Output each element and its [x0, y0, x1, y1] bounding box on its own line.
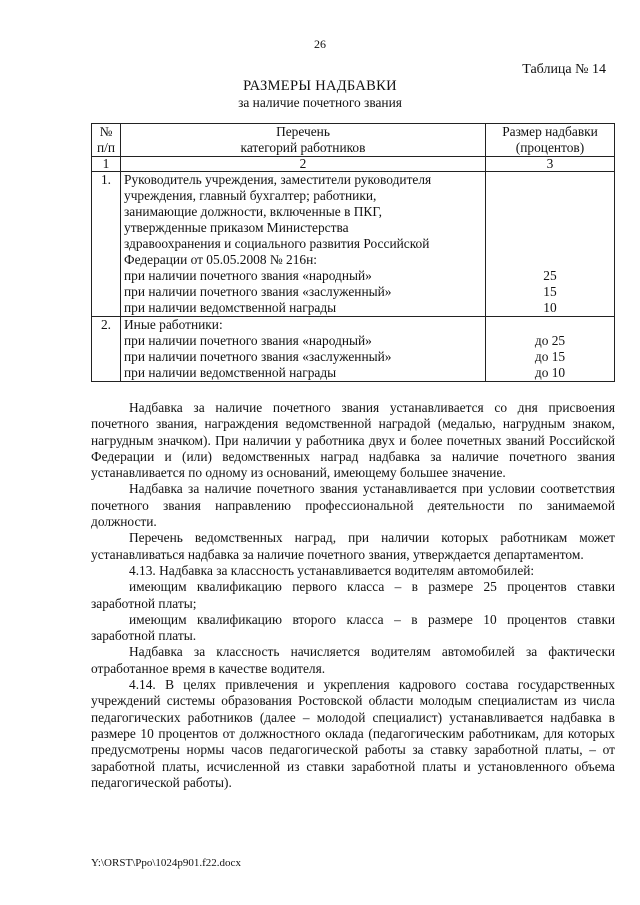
category-line: Иные работники: — [124, 317, 223, 332]
value-cell: до 10 — [534, 365, 566, 380]
header-size-cell — [486, 124, 615, 157]
row-categories — [121, 172, 486, 317]
allowance-table — [91, 123, 615, 382]
column-number: 2 — [121, 157, 486, 172]
paragraph: Надбавка за наличие почетного звания устанавливается при условии соответствия почетного звания направлению профессиональной деятельности по занимаемой должности. — [91, 481, 615, 530]
row-values — [486, 317, 615, 382]
category-line: Федерации от 05.05.2008 № 216н: — [124, 252, 318, 267]
document-title: РАЗМЕРЫ НАДБАВКИ — [243, 78, 397, 94]
category-line: занимающие должности, включенные в ПКГ, — [124, 204, 382, 219]
category-line: при наличии ведомственной награды — [124, 365, 337, 380]
header-number-cell — [92, 124, 121, 157]
paragraph: 4.13. Надбавка за классность устанавливается водителям автомобилей: — [129, 562, 535, 578]
column-number: 1 — [92, 157, 121, 172]
category-line: здравоохранения и социального развития Российской — [124, 236, 430, 251]
value-cell — [489, 220, 611, 236]
column-number-row — [92, 157, 615, 172]
table-label: Таблица № 14 — [522, 62, 606, 77]
value-cell — [489, 188, 611, 204]
table-header-row — [92, 124, 615, 157]
row-values — [486, 172, 615, 317]
category-line: утвержденные приказом Министерства — [124, 220, 349, 235]
category-line: при наличии ведомственной награды — [124, 300, 337, 315]
value-cell — [489, 317, 611, 333]
header-category-line: категорий работников — [240, 140, 366, 155]
row-number: 1. — [92, 172, 121, 317]
paragraph: Надбавка за классность начисляется водителям автомобилей за фактически отработанное время в качестве водителя. — [91, 644, 615, 676]
value-cell: 15 — [543, 284, 557, 299]
paragraph: Надбавка за наличие почетного звания устанавливается со дня присвоения почетного звания, награждения ведомственной наградой (медалью, нагрудным знаком, нагрудным значком). При наличии у работника двух и более почетных званий Российской Федерации и (или) ведомственных наград надбавка за наличие почетного звания устанавливается по одному из оснований, имеющему большее значение. — [91, 400, 615, 481]
category-line: при наличии почетного звания «заслуженный» — [124, 349, 392, 364]
value-cell — [489, 204, 611, 220]
category-line: Руководитель учреждения, заместители руководителя — [124, 172, 432, 187]
category-line: учреждения, главный бухгалтер; работники, — [124, 188, 377, 203]
header-category-cell — [121, 124, 486, 157]
value-cell — [489, 252, 611, 268]
table-row — [92, 172, 615, 317]
value-cell — [489, 172, 611, 188]
paragraph: 4.14. В целях привлечения и укрепления кадрового состава государственных учреждений системы образования Ростовской области молодым специалистам из числа педагогических работников (далее – молодой специалист) устанавливается надбавка в размере 10 процентов от должностного оклада (педагогическим работникам, для которых предусмотрены нормы часов педагогической работы за ставку заработной платы, – от заработной платы, исчисленной из ставки заработной платы и установленного объема педагогической работы). — [91, 677, 615, 790]
table-row — [92, 317, 615, 382]
header-category-line: Перечень — [276, 124, 330, 139]
value-cell: 25 — [543, 268, 557, 283]
paragraph: Перечень ведомственных наград, при наличии которых работникам может устанавливаться надбавка за наличие почетного звания, утверждается департаментом. — [91, 530, 615, 562]
row-categories — [121, 317, 486, 382]
category-line: при наличии почетного звания «народный» — [124, 268, 372, 283]
document-subtitle: за наличие почетного звания — [238, 95, 402, 110]
page-number: 26 — [314, 37, 326, 51]
body-text — [91, 400, 615, 791]
column-number: 3 — [486, 157, 615, 172]
row-number: 2. — [92, 317, 121, 382]
paragraph: имеющим квалификацию первого класса – в размере 25 процентов ставки заработной платы; — [91, 579, 615, 611]
category-line: при наличии почетного звания «заслуженный» — [124, 284, 392, 299]
value-cell: 10 — [543, 300, 557, 315]
file-path-footer: Y:\ORST\Ppo\1024p901.f22.docx — [91, 857, 241, 869]
category-line: при наличии почетного звания «народный» — [124, 333, 372, 348]
header-size-line: (процентов) — [515, 140, 585, 155]
paragraph: имеющим квалификацию второго класса – в размере 10 процентов ставки заработной платы. — [91, 611, 615, 644]
value-cell: до 15 — [534, 349, 566, 364]
value-cell — [489, 236, 611, 252]
value-cell: до 25 — [534, 333, 566, 348]
header-number-line: № — [99, 124, 113, 139]
header-number-line: п/п — [96, 140, 116, 155]
header-size-line: Размер надбавки — [502, 124, 598, 139]
